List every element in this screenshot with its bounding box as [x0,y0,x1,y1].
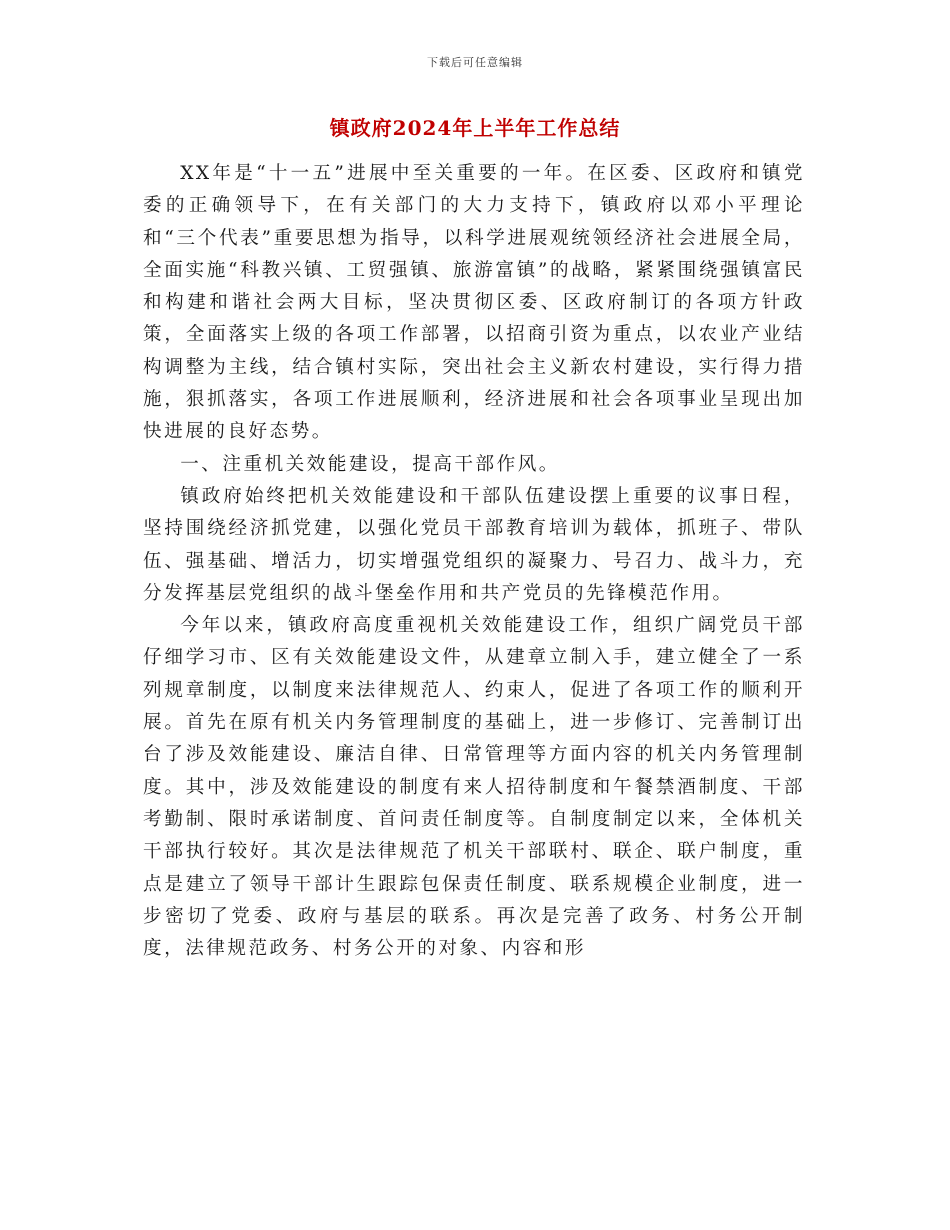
document-title: 镇政府2024年上半年工作总结 [329,116,621,140]
section-heading-1: 一、注重机关效能建设，提高干部作风。 [180,453,560,475]
paragraph-efficiency: 今年以来，镇政府高度重视机关效能建设工作，组织广阔党员干部仔细学习市、区有关效能建设文件，从建章立制入手，建立健全了一系列规章制度，以制度来法律规范人、约束人，促进了各项工作的顺利开展。首先在原有机关内务管理制度的基础上，进一步修订、完善制订出台了涉及效能建设、廉洁自律、日常管理等方面内容的机关内务管理制度。其中，涉及效能建设的制度有来人招待制度和午餐禁酒制度、干部考勤制、限时承诺制度、首问责任制度等。自制度制定以来，全体机关干部执行较好。其次是法律规范了机关干部联村、联企、联户制度，重点是建立了领导干部计生跟踪包保责任制度、联系规模企业制度，进一步密切了党委、政府与基层的联系。再次是完善了政务、村务公开制度，法律规范政务、村务公开的对象、内容和形 [143,615,805,960]
header-note: 下载后可任意编辑 [427,56,523,69]
document-body [143,158,805,965]
paragraph-party-building: 镇政府始终把机关效能建设和干部队伍建设摆上重要的议事日程，坚持围绕经济抓党建，以强化党员干部教育培训为载体，抓班子、带队伍、强基础、增活力，切实增强党组织的凝聚力、号召力、战斗力，充分发挥基层党组织的战斗堡垒作用和共产党员的先锋模范作用。 [143,485,805,604]
paragraph-intro: XX年是“十一五”进展中至关重要的一年。在区委、区政府和镇党委的正确领导下，在有关部门的大力支持下，镇政府以邓小平理论和“三个代表”重要思想为指导，以科学进展观统领经济社会进展全局，全面实施“科教兴镇、工贸强镇、旅游富镇”的战略，紧紧围绕强镇富民和构建和谐社会两大目标，坚决贯彻区委、区政府制订的各项方针政策，全面落实上级的各项工作部署，以招商引资为重点，以农业产业结构调整为主线，结合镇村实际，突出社会主义新农村建设，实行得力措施，狠抓落实，各项工作进展顺利，经济进展和社会各项事业呈现出加快进展的良好态势。 [143,163,805,443]
